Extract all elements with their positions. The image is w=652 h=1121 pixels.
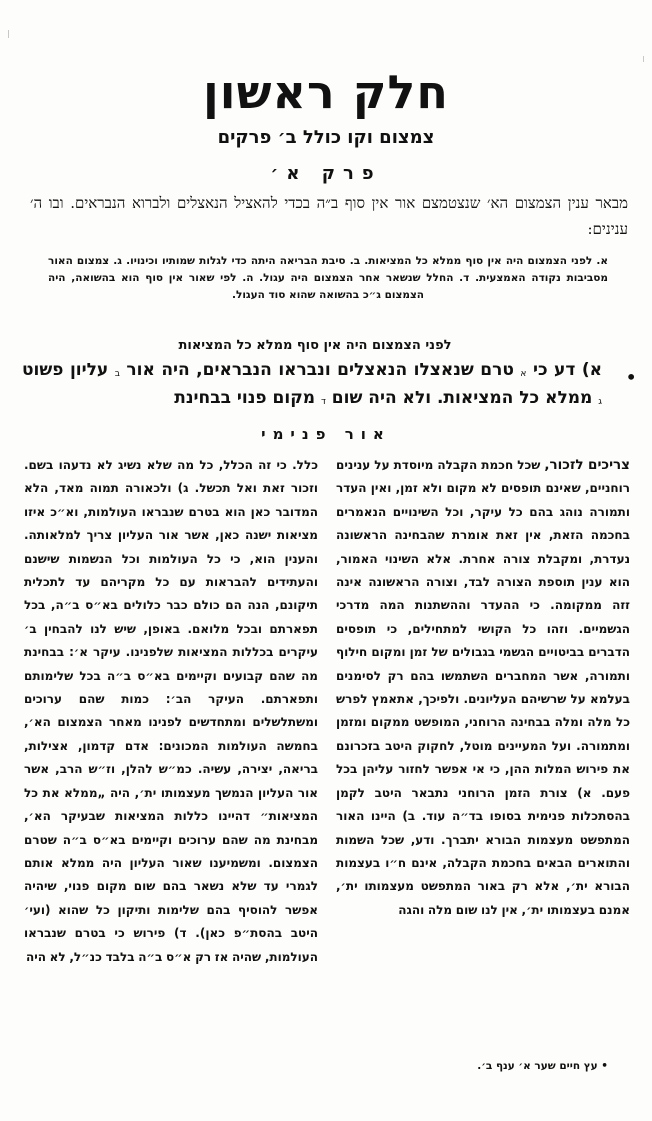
- scan-edge-mark: [8, 30, 9, 38]
- note-marker: ג: [598, 397, 602, 407]
- commentary-title: אור פנימי: [261, 425, 391, 443]
- chapter-summary: א. לפני הצמצום היה אין סוף ממלא כל המציאות. ב. סיבת הבריאה היתה כדי לגלות שמותיו וכינויו. ג. צמצום האור מסביבות נקודה האמצעית. ד. החלל שנשאר אחר הצמצום היה עגול. ה. לפי שאור אין סוף הוא בהשואה, היה הצמצום ג״כ בהשואה שהוא סוד העגול.: [48, 255, 608, 301]
- note-marker: ד: [320, 397, 326, 407]
- commentary-text: שכל חכמת הקבלה מיוסדת על ענינים רוחניים, שאינם תופסים לא מקום ולא זמן, ואין העדר ותמורה נוהג בהם כל עיקר, וכל השינויים הנאמרים בחכמה הזאת, אין זאת אומרת שהבחינה הראשונה נעדרת, ומקבלת צורה אחרת. אלא השינוי האמור, הוא ענין תוספת הצורה לבד, וצורה הראשונה אינה זזה ממקומה. כי ההעדר וההשתנות המה מדרכי הגשמיים. וזהו כל הקושי למתחילים, כי תופסים הדברים בביטויים הגשמי בגבולים של זמן ומקום חילוף ותמורה, אשר המחברים השתמשו בהם רק לסימנים בעלמא על שרשיהם העליונים. ולפיכך, אתאמץ לפרש כל מלה ומלה בבחינה הרוחני, המופשט ממקום ומזמן ומתמורה. ועל המעיינים מוטל, לחקוק היטב בזכרונם את פירוש המלות ההן, כי אי אפשר לחזור עליהן בכל פעם. א) צורת הזמן הרוחני נתבאר היטב לקמן בהסתכלות פנימית בסופו בד״ה עוד. ב) היינו האור המתפשט מעצמות הבורא יתברך. ודע, שכל השמות והתוארים הבאים בחכמת הקבלה, אינם ח״ו בעצמות הבורא ית׳, אלא רק באור המתפשט מעצמותו ית׳, אמנם בעצמותו ית׳, אין לנו שום מלה והגה: [336, 458, 630, 917]
- main-text-part: ממלא כל המציאות. ולא היה שום: [331, 388, 593, 408]
- section-title: לפני הצמצום היה אין סוף ממלא כל המציאות: [178, 338, 452, 353]
- commentary-lead: צריכים לזכור,: [544, 457, 630, 473]
- main-text-opening: א) דע כי: [532, 360, 603, 380]
- footnote-bullet: •: [625, 365, 637, 389]
- main-text-part: עליון פשוט: [22, 360, 109, 380]
- commentary-text: כלל. כי זה הכלל, כל מה שלא נשיג לא נדעהו בשם. וזכור זאת ואל תכשל. ג) ולכאורה תמוה מאד, הלא המדובר כאן הוא בטרם שנבראו העולמות, וא״כ איזו מציאות ישנה כאן, אשר אור העליון צריך למלאותה. והענין הוא, כי כל העולמות וכל הנשמות שישנם והעתידים להבראות עם כל מקריהם עד לתכלית תיקונם, הנה הם כולם כבר כלולים בא״ס ב״ה, בכל תפארתם ובכל מלואם. באופן, שיש לנו להבחין ב׳ עיקרים בכללות המציאות שלפנינו. עיקר א׳: בבחינת מה שהם קבועים וקיימים בא״ס ב״ה בכל שלימותם ותפארתם. העיקר הב׳: כמות שהם ערוכים ומשתלשלים ומתחדשים לפנינו מאחר הצמצום הא׳, בחמשה העולמות המכונים: אדם קדמון, אצילות, בריאה, יצירה, עשיה. כמ״ש להלן, וז״ש הרב, אשר אור העליון הנמשך מעצמותו ית׳, היה „ממלא את כל המציאות״ דהיינו כללות המציאות שבעיקר הא׳, מבחינת מה שהם ערוכים וקיימים בא״ס ב״ה שטרם הצמצום. ומשמיענו שאור העליון היה ממלא אותם לגמרי עד שלא נשאר בהם שום מקום פנוי, שיהיה אפשר להוסיף בהם שלימות ותיקון כל שהוא (ועי׳ היטב בהסת״פ כאן). ד) פירוש כי בטרם שנבראו העולמות, שהיה אז רק א״ס ב״ה בלבד כנ״ל, לא היה: [24, 458, 318, 964]
- note-marker: ב: [114, 369, 120, 379]
- main-text-part: מקום פנוי בבחינת: [174, 388, 316, 408]
- source-footnote: • עץ חיים שער א׳ ענף ב׳.: [477, 1060, 608, 1072]
- commentary-right-column: [336, 454, 630, 922]
- commentary-left-column: [24, 454, 318, 969]
- chapter-heading: פרק א׳: [270, 163, 382, 184]
- part-subtitle: צמצום וקו כולל ב׳ פרקים: [217, 127, 435, 148]
- main-text: [22, 356, 602, 412]
- part-title: חלק ראשון: [203, 65, 449, 119]
- chapter-description: מבאר ענין הצמצום הא׳ שנצטמצם אור אין סוף ב״ה בכדי להאציל הנאצלים ולברוא הנבראים. ובו ה׳ ענינים:: [30, 194, 628, 238]
- note-marker: א: [520, 369, 527, 379]
- main-text-part: טרם שנאצלו הנאצלים ונבראו הנבראים, היה אור: [126, 360, 514, 380]
